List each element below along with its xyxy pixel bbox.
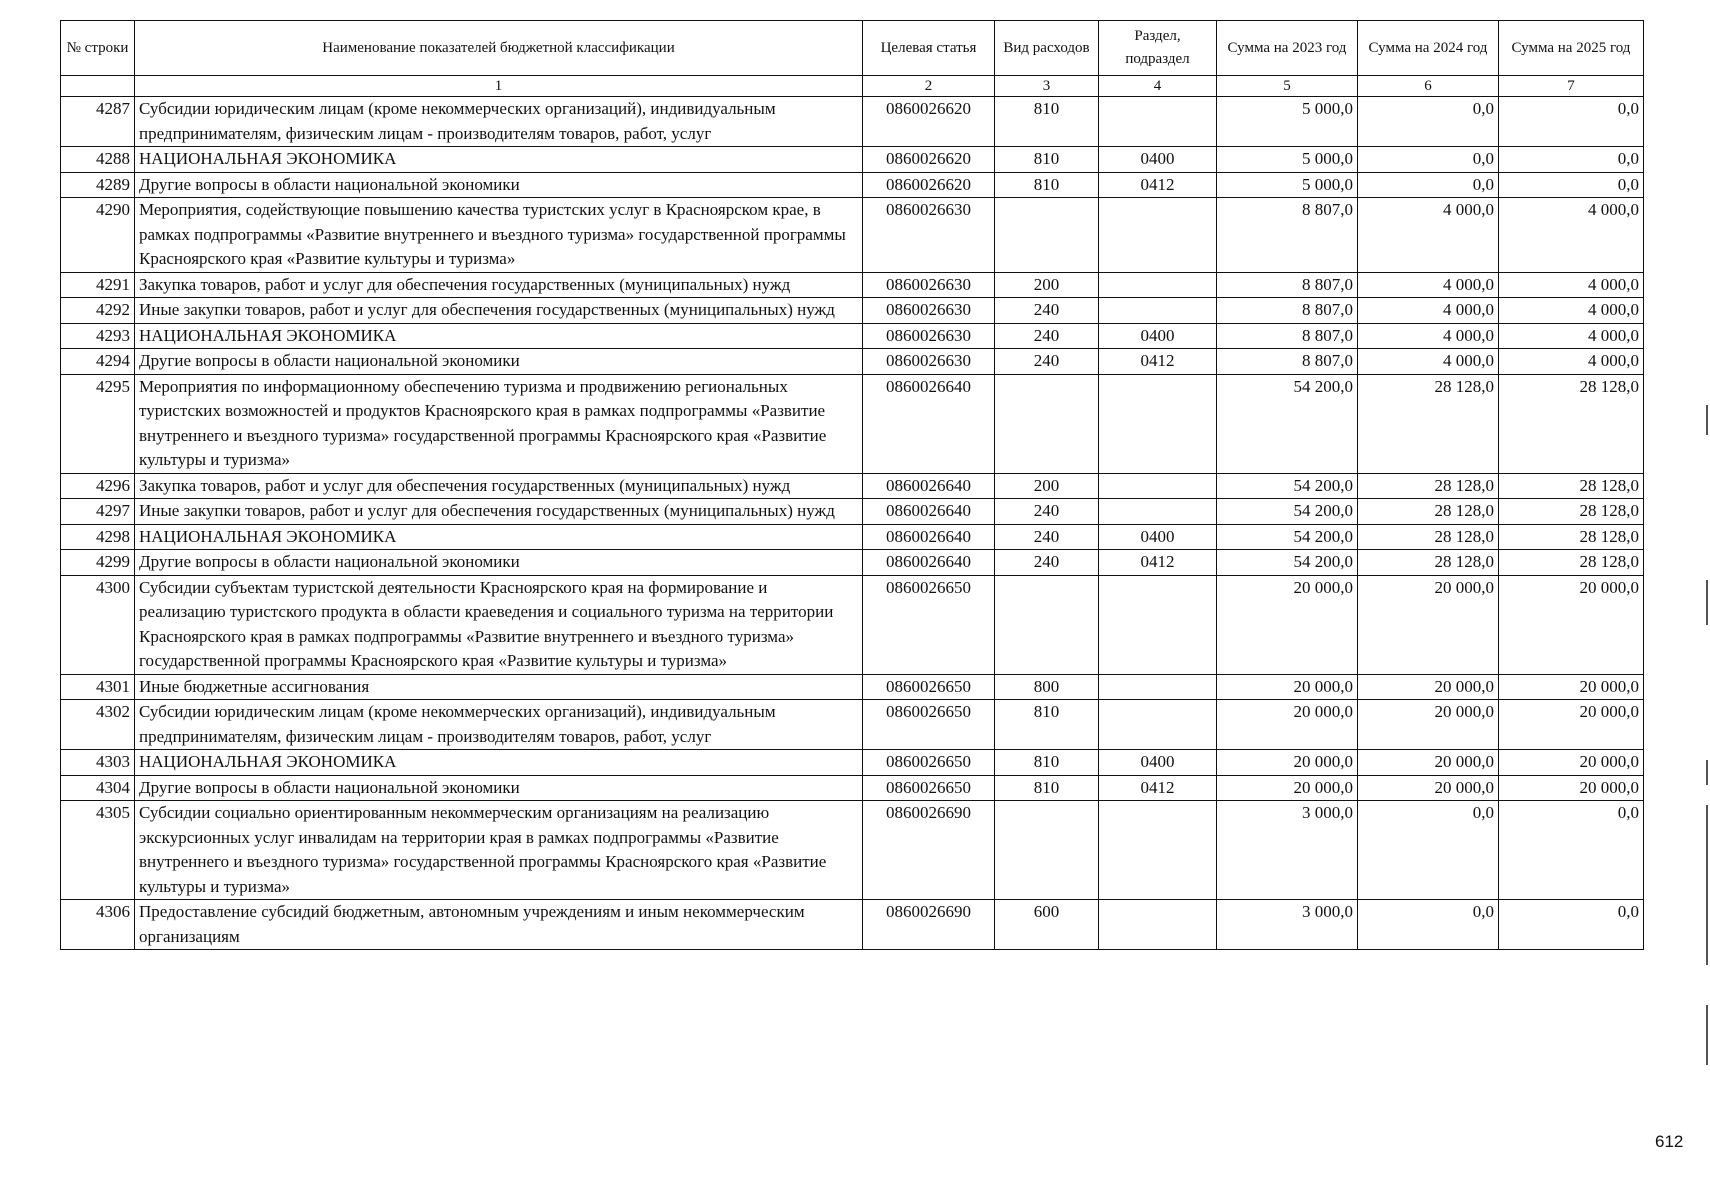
sum-2024-cell: 0,0	[1358, 900, 1499, 950]
target-article-cell: 0860026640	[863, 374, 995, 473]
table-row	[61, 801, 1644, 900]
sum-2023-cell: 8 807,0	[1217, 198, 1358, 273]
target-article-cell: 0860026640	[863, 499, 995, 525]
row-number-cell: 4297	[61, 499, 135, 525]
sum-2025-cell: 0,0	[1499, 147, 1644, 173]
sum-2025-cell: 20 000,0	[1499, 674, 1644, 700]
sum-2023-cell: 3 000,0	[1217, 900, 1358, 950]
row-number-cell: 4293	[61, 323, 135, 349]
section-cell	[1099, 900, 1217, 950]
section-cell: 0412	[1099, 775, 1217, 801]
sum-2024-cell: 4 000,0	[1358, 298, 1499, 324]
column-number: 4	[1099, 76, 1217, 97]
sum-2023-cell: 8 807,0	[1217, 272, 1358, 298]
sum-2024-cell: 20 000,0	[1358, 575, 1499, 674]
target-article-cell: 0860026620	[863, 147, 995, 173]
scan-edge-mark	[1706, 760, 1708, 785]
name-cell: Закупка товаров, работ и услуг для обеспечения государственных (муниципальных) нужд	[135, 272, 863, 298]
name-cell: Субсидии социально ориентированным некоммерческим организациям на реализацию экскурсионных услуг инвалидам на территории края в рамках подпрограммы «Развитие внутреннего и въездного туризма» государственной программы Красноярского края «Развитие культуры и туризма»	[135, 801, 863, 900]
table-row	[61, 374, 1644, 473]
row-number-cell: 4300	[61, 575, 135, 674]
budget-table	[60, 20, 1644, 950]
table-row	[61, 349, 1644, 375]
section-cell: 0400	[1099, 750, 1217, 776]
section-cell	[1099, 198, 1217, 273]
name-cell: Предоставление субсидий бюджетным, автономным учреждениям и иным некоммерческим организациям	[135, 900, 863, 950]
name-cell: НАЦИОНАЛЬНАЯ ЭКОНОМИКА	[135, 323, 863, 349]
section-cell: 0412	[1099, 349, 1217, 375]
table-row	[61, 499, 1644, 525]
expense-type-cell: 240	[995, 323, 1099, 349]
sum-2024-cell: 4 000,0	[1358, 198, 1499, 273]
row-number-cell: 4289	[61, 172, 135, 198]
table-row	[61, 198, 1644, 273]
sum-2024-cell: 20 000,0	[1358, 750, 1499, 776]
table-body	[61, 97, 1644, 950]
column-number	[61, 76, 135, 97]
row-number-cell: 4301	[61, 674, 135, 700]
header-expense-type: Вид расходов	[995, 21, 1099, 76]
section-cell	[1099, 700, 1217, 750]
header-target-article: Целевая статья	[863, 21, 995, 76]
expense-type-cell: 200	[995, 473, 1099, 499]
target-article-cell: 0860026650	[863, 575, 995, 674]
sum-2025-cell: 4 000,0	[1499, 298, 1644, 324]
table-row	[61, 473, 1644, 499]
target-article-cell: 0860026630	[863, 198, 995, 273]
page-number: 612	[1655, 1132, 1684, 1151]
expense-type-cell: 240	[995, 499, 1099, 525]
column-number: 3	[995, 76, 1099, 97]
section-cell: 0412	[1099, 550, 1217, 576]
sum-2023-cell: 8 807,0	[1217, 323, 1358, 349]
name-cell: Мероприятия по информационному обеспечению туризма и продвижению региональных туристских возможностей и продуктов Красноярского края в рамках подпрограммы «Развитие внутреннего и въездного туризма» государственной программы Красноярского края «Развитие культуры и туризма»	[135, 374, 863, 473]
name-cell: Иные закупки товаров, работ и услуг для обеспечения государственных (муниципальных) нужд	[135, 298, 863, 324]
sum-2024-cell: 0,0	[1358, 801, 1499, 900]
target-article-cell: 0860026650	[863, 775, 995, 801]
expense-type-cell: 810	[995, 172, 1099, 198]
section-cell	[1099, 272, 1217, 298]
section-cell	[1099, 801, 1217, 900]
column-number: 6	[1358, 76, 1499, 97]
sum-2023-cell: 54 200,0	[1217, 524, 1358, 550]
sum-2025-cell: 20 000,0	[1499, 575, 1644, 674]
sum-2024-cell: 20 000,0	[1358, 700, 1499, 750]
sum-2025-cell: 20 000,0	[1499, 750, 1644, 776]
sum-2024-cell: 28 128,0	[1358, 374, 1499, 473]
table-row	[61, 172, 1644, 198]
header-name: Наименование показателей бюджетной классификации	[135, 21, 863, 76]
name-cell: НАЦИОНАЛЬНАЯ ЭКОНОМИКА	[135, 750, 863, 776]
name-cell: Другие вопросы в области национальной экономики	[135, 775, 863, 801]
header-sum-2023: Сумма на 2023 год	[1217, 21, 1358, 76]
target-article-cell: 0860026690	[863, 801, 995, 900]
section-cell	[1099, 499, 1217, 525]
name-cell: Другие вопросы в области национальной экономики	[135, 550, 863, 576]
header-section: Раздел, подраздел	[1099, 21, 1217, 76]
sum-2025-cell: 4 000,0	[1499, 272, 1644, 298]
table-row	[61, 97, 1644, 147]
sum-2024-cell: 4 000,0	[1358, 349, 1499, 375]
expense-type-cell	[995, 801, 1099, 900]
sum-2023-cell: 54 200,0	[1217, 499, 1358, 525]
scan-edge-mark	[1706, 580, 1708, 625]
target-article-cell: 0860026620	[863, 97, 995, 147]
row-number-cell: 4296	[61, 473, 135, 499]
column-number: 2	[863, 76, 995, 97]
table-row	[61, 323, 1644, 349]
sum-2023-cell: 54 200,0	[1217, 550, 1358, 576]
section-cell	[1099, 97, 1217, 147]
sum-2023-cell: 20 000,0	[1217, 750, 1358, 776]
table-row	[61, 524, 1644, 550]
table-row	[61, 750, 1644, 776]
sum-2023-cell: 54 200,0	[1217, 374, 1358, 473]
sum-2024-cell: 0,0	[1358, 97, 1499, 147]
section-cell	[1099, 298, 1217, 324]
section-cell: 0400	[1099, 323, 1217, 349]
table-row	[61, 900, 1644, 950]
target-article-cell: 0860026650	[863, 750, 995, 776]
target-article-cell: 0860026630	[863, 323, 995, 349]
sum-2025-cell: 0,0	[1499, 801, 1644, 900]
sum-2023-cell: 20 000,0	[1217, 674, 1358, 700]
sum-2025-cell: 4 000,0	[1499, 198, 1644, 273]
name-cell: Субсидии субъектам туристской деятельности Красноярского края на формирование и реализацию туристского продукта в области краеведения и социального туризма на территории Красноярского края в рамках подпрограммы «Развитие внутреннего и въездного туризма» государственной программы Красноярского края «Развитие культуры и туризма»	[135, 575, 863, 674]
sum-2024-cell: 20 000,0	[1358, 775, 1499, 801]
target-article-cell: 0860026620	[863, 172, 995, 198]
name-cell: Субсидии юридическим лицам (кроме некоммерческих организаций), индивидуальным предпринимателям, физическим лицам - производителям товаров, работ, услуг	[135, 97, 863, 147]
sum-2023-cell: 3 000,0	[1217, 801, 1358, 900]
row-number-cell: 4294	[61, 349, 135, 375]
sum-2025-cell: 28 128,0	[1499, 524, 1644, 550]
name-cell: Субсидии юридическим лицам (кроме некоммерческих организаций), индивидуальным предпринимателям, физическим лицам - производителям товаров, работ, услуг	[135, 700, 863, 750]
row-number-cell: 4290	[61, 198, 135, 273]
sum-2024-cell: 28 128,0	[1358, 499, 1499, 525]
expense-type-cell: 600	[995, 900, 1099, 950]
sum-2023-cell: 20 000,0	[1217, 575, 1358, 674]
target-article-cell: 0860026690	[863, 900, 995, 950]
table-row	[61, 147, 1644, 173]
expense-type-cell: 810	[995, 750, 1099, 776]
sum-2023-cell: 5 000,0	[1217, 172, 1358, 198]
row-number-cell: 4288	[61, 147, 135, 173]
row-number-cell: 4298	[61, 524, 135, 550]
header-sum-2024: Сумма на 2024 год	[1358, 21, 1499, 76]
section-cell: 0400	[1099, 147, 1217, 173]
sum-2023-cell: 8 807,0	[1217, 298, 1358, 324]
target-article-cell: 0860026630	[863, 272, 995, 298]
row-number-cell: 4287	[61, 97, 135, 147]
row-number-cell: 4299	[61, 550, 135, 576]
sum-2023-cell: 5 000,0	[1217, 97, 1358, 147]
sum-2024-cell: 28 128,0	[1358, 524, 1499, 550]
expense-type-cell	[995, 374, 1099, 473]
expense-type-cell	[995, 575, 1099, 674]
expense-type-cell: 240	[995, 349, 1099, 375]
section-cell	[1099, 575, 1217, 674]
name-cell: Иные закупки товаров, работ и услуг для обеспечения государственных (муниципальных) нужд	[135, 499, 863, 525]
table-row	[61, 674, 1644, 700]
sum-2025-cell: 0,0	[1499, 172, 1644, 198]
name-cell: Другие вопросы в области национальной экономики	[135, 349, 863, 375]
sum-2024-cell: 20 000,0	[1358, 674, 1499, 700]
header-row-number: № строки	[61, 21, 135, 76]
name-cell: НАЦИОНАЛЬНАЯ ЭКОНОМИКА	[135, 147, 863, 173]
row-number-cell: 4303	[61, 750, 135, 776]
sum-2025-cell: 0,0	[1499, 900, 1644, 950]
sum-2025-cell: 4 000,0	[1499, 323, 1644, 349]
expense-type-cell: 200	[995, 272, 1099, 298]
table-row	[61, 575, 1644, 674]
row-number-cell: 4305	[61, 801, 135, 900]
scan-edge-mark	[1706, 405, 1708, 435]
sum-2023-cell: 20 000,0	[1217, 700, 1358, 750]
sum-2023-cell: 54 200,0	[1217, 473, 1358, 499]
sum-2024-cell: 28 128,0	[1358, 473, 1499, 499]
row-number-cell: 4306	[61, 900, 135, 950]
name-cell: Закупка товаров, работ и услуг для обеспечения государственных (муниципальных) нужд	[135, 473, 863, 499]
row-number-cell: 4292	[61, 298, 135, 324]
section-cell	[1099, 473, 1217, 499]
sum-2024-cell: 0,0	[1358, 172, 1499, 198]
name-cell: Мероприятия, содействующие повышению качества туристских услуг в Красноярском крае, в рамках подпрограммы «Развитие внутреннего и въездного туризма» государственной программы Красноярского края «Развитие культуры и туризма»	[135, 198, 863, 273]
section-cell	[1099, 674, 1217, 700]
sum-2024-cell: 4 000,0	[1358, 323, 1499, 349]
sum-2023-cell: 8 807,0	[1217, 349, 1358, 375]
table-row	[61, 272, 1644, 298]
table-row	[61, 775, 1644, 801]
column-number-row	[61, 76, 1644, 97]
column-number: 5	[1217, 76, 1358, 97]
section-cell: 0412	[1099, 172, 1217, 198]
sum-2024-cell: 0,0	[1358, 147, 1499, 173]
expense-type-cell	[995, 198, 1099, 273]
section-cell	[1099, 374, 1217, 473]
sum-2025-cell: 20 000,0	[1499, 700, 1644, 750]
sum-2024-cell: 28 128,0	[1358, 550, 1499, 576]
target-article-cell: 0860026630	[863, 349, 995, 375]
expense-type-cell: 240	[995, 524, 1099, 550]
expense-type-cell: 240	[995, 550, 1099, 576]
row-number-cell: 4302	[61, 700, 135, 750]
expense-type-cell: 810	[995, 700, 1099, 750]
sum-2025-cell: 28 128,0	[1499, 374, 1644, 473]
name-cell: Другие вопросы в области национальной экономики	[135, 172, 863, 198]
sum-2024-cell: 4 000,0	[1358, 272, 1499, 298]
table-row	[61, 298, 1644, 324]
expense-type-cell: 810	[995, 147, 1099, 173]
row-number-cell: 4304	[61, 775, 135, 801]
sum-2025-cell: 28 128,0	[1499, 473, 1644, 499]
name-cell: НАЦИОНАЛЬНАЯ ЭКОНОМИКА	[135, 524, 863, 550]
sum-2023-cell: 5 000,0	[1217, 147, 1358, 173]
row-number-cell: 4291	[61, 272, 135, 298]
target-article-cell: 0860026640	[863, 524, 995, 550]
target-article-cell: 0860026640	[863, 550, 995, 576]
target-article-cell: 0860026650	[863, 674, 995, 700]
table-row	[61, 550, 1644, 576]
target-article-cell: 0860026630	[863, 298, 995, 324]
column-number: 1	[135, 76, 863, 97]
sum-2025-cell: 28 128,0	[1499, 499, 1644, 525]
expense-type-cell: 810	[995, 97, 1099, 147]
target-article-cell: 0860026650	[863, 700, 995, 750]
sum-2023-cell: 20 000,0	[1217, 775, 1358, 801]
header-sum-2025: Сумма на 2025 год	[1499, 21, 1644, 76]
target-article-cell: 0860026640	[863, 473, 995, 499]
row-number-cell: 4295	[61, 374, 135, 473]
sum-2025-cell: 0,0	[1499, 97, 1644, 147]
expense-type-cell: 240	[995, 298, 1099, 324]
header-row	[61, 21, 1644, 76]
table-row	[61, 700, 1644, 750]
section-cell: 0400	[1099, 524, 1217, 550]
name-cell: Иные бюджетные ассигнования	[135, 674, 863, 700]
column-number: 7	[1499, 76, 1644, 97]
sum-2025-cell: 28 128,0	[1499, 550, 1644, 576]
expense-type-cell: 810	[995, 775, 1099, 801]
expense-type-cell: 800	[995, 674, 1099, 700]
sum-2025-cell: 20 000,0	[1499, 775, 1644, 801]
budget-sheet	[60, 20, 1643, 950]
scan-edge-mark	[1706, 1005, 1708, 1065]
scan-edge-mark	[1706, 805, 1708, 965]
sum-2025-cell: 4 000,0	[1499, 349, 1644, 375]
